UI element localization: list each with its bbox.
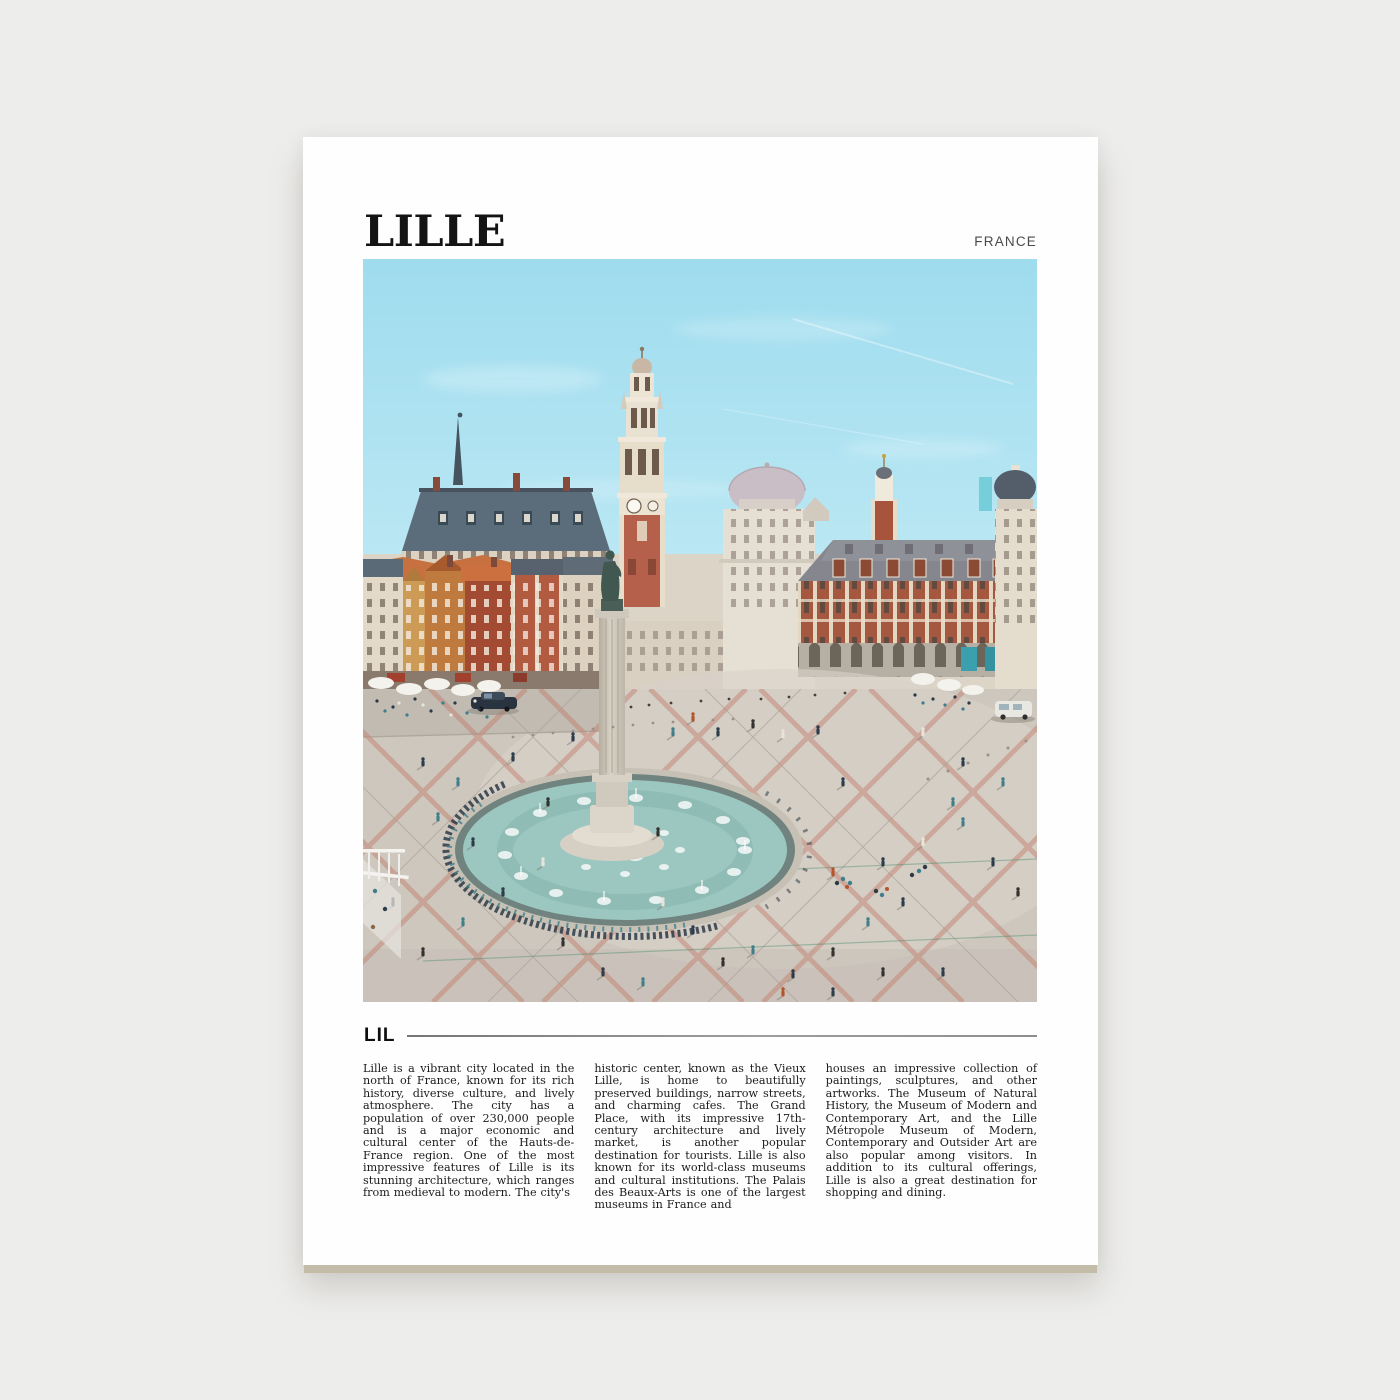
travel-poster bbox=[303, 137, 1098, 1265]
body-column-3: houses an impressive collection of paintings, sculptures, and other artworks. The Museum of Natural History, the Museum of Modern and Contemporary Art, and the Lille Métropole Museum of Modern, Contemporary and Outsider Art are also popular among visitors. In addition to its cultural offerings, Lille is also a great destination for shopping and dining. bbox=[825, 1062, 1037, 1200]
body-column-2: historic center, known as the Vieux Lille, is home to beautifully preserved buildings, narrow streets, and charming cafes. The Grand Place, with its impressive 17th-century architecture and lively market, is another popular destination for tourists. Lille is also known for its world-class museums and cultural institutions. The Palais des Beaux-Arts is one of the largest museums in France and bbox=[594, 1062, 806, 1212]
poster-title: LILLE bbox=[364, 207, 506, 257]
location-code: LIL bbox=[364, 1025, 396, 1046]
body-text bbox=[363, 1063, 1037, 1212]
body-column-1: Lille is a vibrant city located in the north of France, known for its rich history, diverse culture, and lively atmosphere. The city has a population of over 230,000 people and is a major economic and cultural center of the Hauts-de-France region. One of the most impressive features of Lille is its stunning architecture, which ranges from medieval to modern. The city's bbox=[363, 1062, 575, 1200]
country-label: FRANCE bbox=[974, 234, 1037, 249]
white-van bbox=[991, 701, 1035, 723]
lille-photo bbox=[363, 259, 1037, 1002]
divider-line bbox=[407, 1035, 1037, 1037]
